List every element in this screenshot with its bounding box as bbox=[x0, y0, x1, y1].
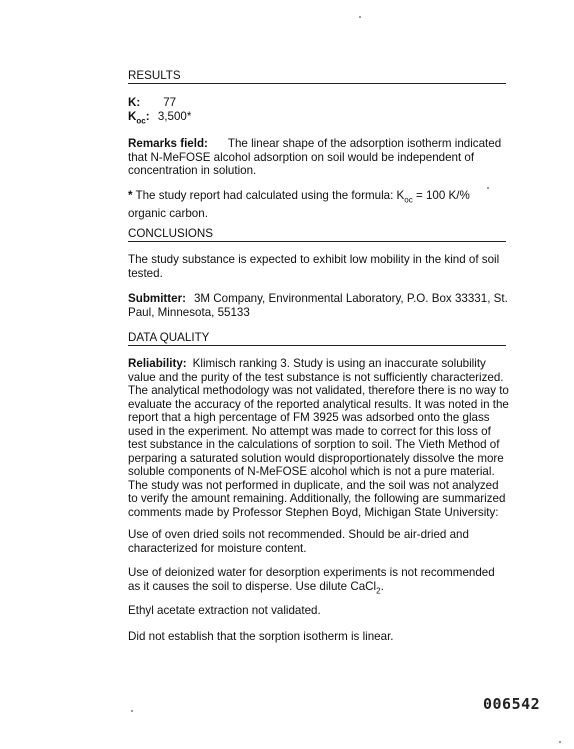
scan-speck bbox=[559, 741, 561, 743]
reliability-text: Klimisch ranking 3. Study is using an inaccurate solubility value and the purity of the test substance is not sufficiently characterized. The analytical methodology was not validated, therefore there is no way to evaluate the accuracy of the reported analytical results. It was noted in the report that a high percentage of FM 3925 was adsorbed onto the glass used in the experiment. No attempt was made to correct for this loss of test substance in the calculations of sorption to soil. The Vieth Method of perparing a saturated solution would disproportionately dissolve the more soluble components of N-MeFOSE alcohol which is not a pure material. The study was not performed in duplicate, and the soil was not analyzed to verify the amount remaining. Additionally, the following are summarized comments made by Professor Stephen Boyd, Michigan State University: bbox=[128, 357, 509, 519]
conclusions-heading: CONCLUSIONS bbox=[128, 227, 506, 242]
scan-speck bbox=[131, 710, 133, 712]
reliability-paragraph bbox=[128, 357, 510, 519]
k-value: 77 bbox=[163, 96, 177, 109]
koc-label: $K_{oc}$: bbox=[128, 110, 150, 126]
reliability-label: Reliability: bbox=[128, 357, 187, 370]
page-number: 006542 bbox=[483, 695, 541, 713]
results-heading: RESULTS bbox=[128, 69, 506, 84]
k-row bbox=[128, 96, 176, 110]
comment-2: Use of deionized water for desorption experiments is not recommended as it causes the soil to disperse. Use dilute CaCl$_2$. bbox=[128, 566, 495, 595]
data-quality-heading: DATA QUALITY bbox=[128, 331, 506, 346]
submitter-paragraph bbox=[128, 292, 508, 319]
remarks-paragraph bbox=[128, 137, 508, 178]
comment-4: Did not establish that the sorption isotherm is linear. bbox=[128, 630, 394, 643]
scan-speck bbox=[359, 16, 361, 18]
comment-3: Ethyl acetate extraction not validated. bbox=[128, 604, 321, 617]
remarks-text: The linear shape of the adsorption isotherm indicated that N-MeFOSE alcohol adsorption on soil would be independent of concentration in solution. bbox=[128, 137, 502, 178]
k-label: K: bbox=[128, 96, 141, 109]
footnote: * The study report had calculated using the formula: $K_{oc} = 100$ K/% organic carbon. bbox=[128, 189, 470, 220]
submitter-text: 3M Company, Environmental Laboratory, P.O. Box 33331, St. Paul, Minnesota, 55133 bbox=[128, 292, 508, 319]
koc-row bbox=[128, 110, 191, 128]
submitter-label: Submitter: bbox=[128, 292, 186, 305]
koc-value: 3,500* bbox=[157, 110, 192, 123]
conclusions-text: The study substance is expected to exhibit low mobility in the kind of soil tested. bbox=[128, 253, 500, 280]
comment-1: Use of oven dried soils not recommended. Should be air-dried and characterized for moisture content. bbox=[128, 528, 469, 555]
scan-speck bbox=[487, 187, 489, 189]
footnote-star: * bbox=[128, 189, 133, 202]
remarks-label: Remarks field: bbox=[128, 137, 208, 150]
